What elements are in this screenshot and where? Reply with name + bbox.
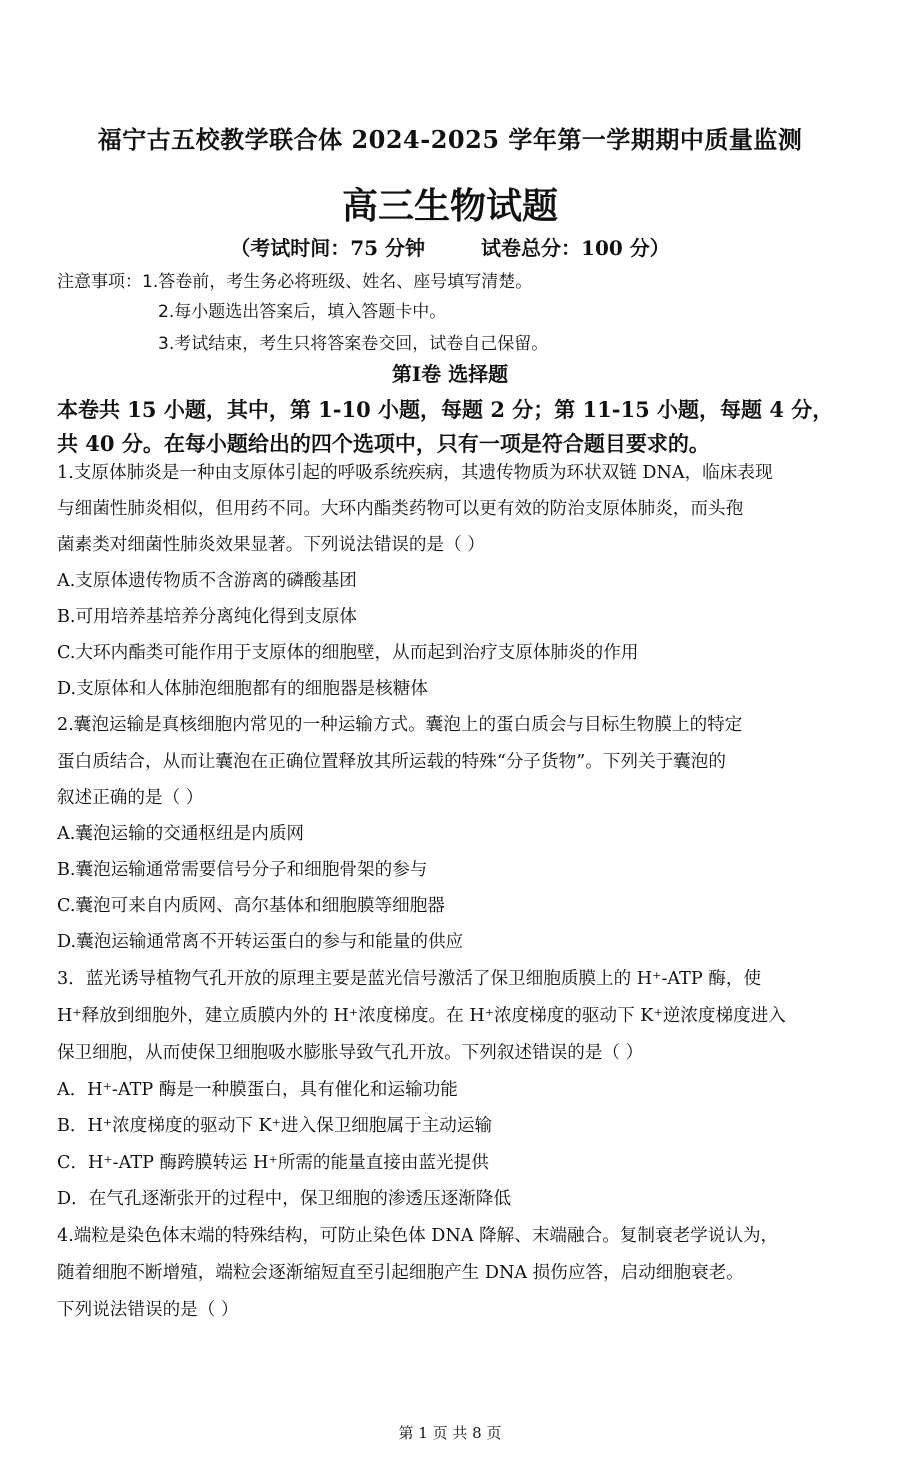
section-intro-line: 本卷共 15 小题，其中，第 1-10 小题，每题 2 分；第 11-15 小题，每题 4 分， <box>57 397 834 422</box>
question-2-stem-line: 蛋白质结合，从而让囊泡在正确位置释放其所运载的特殊“分子货物”。下列关于囊泡的 <box>57 752 726 772</box>
part-title: 第Ⅰ卷 选择题 <box>391 362 509 386</box>
exam-time: （考试时间：75 分钟 <box>230 236 426 260</box>
total-score: 试卷总分：100 分） <box>481 236 670 260</box>
question-2-option-c: C.囊泡可来自内质网、高尔基体和细胞膜等细胞器 <box>57 896 445 916</box>
notice-line: 3.考试结束，考生只将答案卷交回，试卷自己保留。 <box>158 334 549 354</box>
school-title: 福宁古五校教学联合体 2024-2025 学年第一学期期中质量监测 <box>97 125 803 154</box>
question-1-stem-line: 1.支原体肺炎是一种由支原体引起的呼吸系统疾病，其遗传物质为环状双链 DNA，临床表现 <box>57 463 773 483</box>
question-2-stem-line: 叙述正确的是（ ） <box>57 788 204 808</box>
question-3-option-c: C．H⁺-ATP 酶跨膜转运 H⁺所需的能量直接由蓝光提供 <box>57 1153 489 1173</box>
question-4-stem-line: 随着细胞不断增殖，端粒会逐渐缩短直至引起细胞产生 DNA 损伤应答，启动细胞衰老。 <box>57 1263 744 1283</box>
question-2-stem-line: 2.囊泡运输是真核细胞内常见的一种运输方式。囊泡上的蛋白质会与目标生物膜上的特定 <box>57 715 743 735</box>
question-3-option-a: A．H⁺-ATP 酶是一种膜蛋白，具有催化和运输功能 <box>57 1080 458 1100</box>
exam-meta <box>0 232 900 261</box>
question-1-stem-line: 与细菌性肺炎相似，但用药不同。大环内酯类药物可以更有效的防治支原体肺炎，而头孢 <box>57 499 744 519</box>
question-4-stem-line: 下列说法错误的是（ ） <box>57 1300 239 1320</box>
subject-title: 高三生物试题 <box>341 185 558 227</box>
question-2-option-d: D.囊泡运输通常离不开转运蛋白的参与和能量的供应 <box>57 932 464 952</box>
question-2-option-b: B.囊泡运输通常需要信号分子和细胞骨架的参与 <box>57 860 428 880</box>
question-3-option-d: D．在气孔逐渐张开的过程中，保卫细胞的渗透压逐渐降低 <box>57 1189 511 1209</box>
page-footer: 第 1 页 共 8 页 <box>398 1424 502 1442</box>
question-2-option-a: A.囊泡运输的交通枢纽是内质网 <box>57 824 305 844</box>
question-1-option-c: C.大环内酯类可能作用于支原体的细胞壁，从而起到治疗支原体肺炎的作用 <box>57 643 639 663</box>
question-1-option-b: B.可用培养基培养分离纯化得到支原体 <box>57 607 358 627</box>
question-4-stem-line: 4.端粒是染色体末端的特殊结构，可防止染色体 DNA 降解、末端融合。复制衰老学说认为， <box>57 1226 779 1246</box>
question-3-stem-line: 保卫细胞，从而使保卫细胞吸水膨胀导致气孔开放。下列叙述错误的是（ ） <box>57 1043 644 1063</box>
question-1-stem-line: 菌素类对细菌性肺炎效果显著。下列说法错误的是（ ） <box>57 535 485 555</box>
question-1-option-d: D.支原体和人体肺泡细胞都有的细胞器是核糖体 <box>57 679 428 699</box>
notice-line: 2.每小题选出答案后，填入答题卡中。 <box>158 302 447 322</box>
question-3-stem-line: H⁺释放到细胞外，建立质膜内外的 H⁺浓度梯度。在 H⁺浓度梯度的驱动下 K⁺逆浓度梯度进入 <box>57 1006 786 1026</box>
section-intro-line: 共 40 分。在每小题给出的四个选项中，只有一项是符合题目要求的。 <box>57 431 710 456</box>
question-3-option-b: B．H⁺浓度梯度的驱动下 K⁺进入保卫细胞属于主动运输 <box>57 1116 493 1136</box>
question-1-option-a: A.支原体遗传物质不含游离的磷酸基团 <box>57 571 357 591</box>
question-3-stem-line: 3．蓝光诱导植物气孔开放的原理主要是蓝光信号激活了保卫细胞质膜上的 H⁺-ATP 酶，使 <box>57 969 762 989</box>
notice-line: 注意事项：1.答卷前，考生务必将班级、姓名、座号填写清楚。 <box>57 272 533 292</box>
